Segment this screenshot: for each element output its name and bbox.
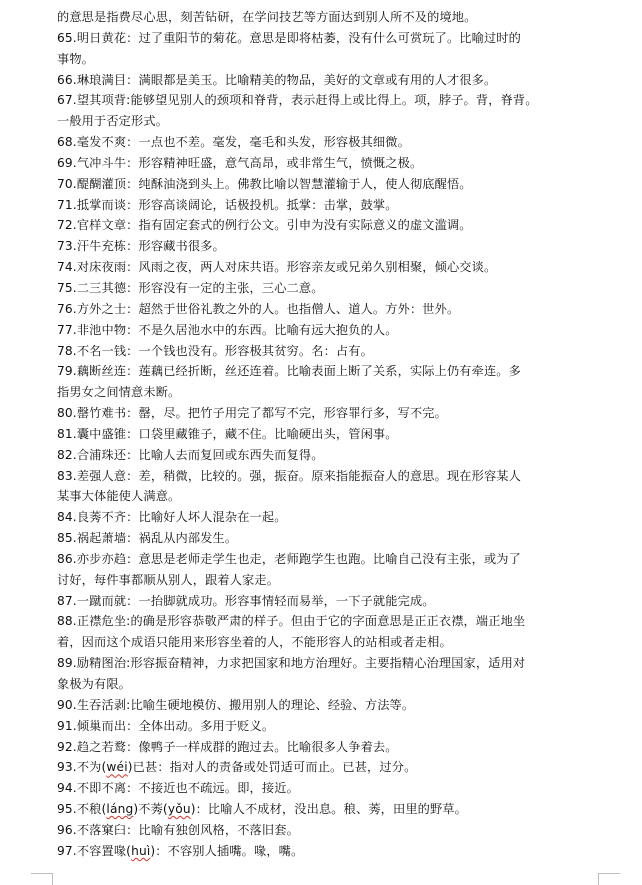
text-line bbox=[57, 757, 627, 778]
text-line: 67.望其项背:能够望见别人的颈项和脊背，表示赶得上或比得上。项，脖子。背，脊背。 bbox=[57, 93, 538, 108]
text-line: 事物。 bbox=[57, 51, 95, 66]
text-line: 89.励精图治:形容振奋精神，力求把国家和地方治理好。主要指精心治理国家，适用对 bbox=[57, 656, 526, 671]
text-line: 84.良莠不齐：比喻好人坏人混杂在一起。 bbox=[57, 510, 287, 525]
text-line: 69.气冲斗牛：形容精神旺盛，意气高昂，或非常生气，愤慨之极。 bbox=[57, 155, 423, 170]
text-line: 91.倾巢而出：全体出动。多用于贬义。 bbox=[57, 718, 275, 733]
text-line bbox=[57, 841, 627, 862]
text-line: 一般用于否定形式。 bbox=[57, 114, 169, 129]
text-line bbox=[57, 799, 627, 820]
text-segment: )：比喻人不成材，没出息。稂、莠，田里的野草。 bbox=[190, 802, 468, 817]
text-segment: 95.不稂( bbox=[57, 802, 107, 817]
page-corner-mark-left bbox=[31, 873, 53, 884]
text-line: 92.趋之若鹜：像鸭子一样成群的跑过去。比喻很多人争着去。 bbox=[57, 739, 398, 754]
page-corner-mark-right-vertical bbox=[598, 873, 599, 885]
text-line: 象极为有限。 bbox=[57, 677, 132, 691]
text-segment: 97.不容置喙( bbox=[57, 843, 132, 858]
text-line: 96.不落窠臼：比喻有独创风格，不落旧套。 bbox=[57, 822, 299, 837]
text-line: 83.差强人意：差，稍微，比较的。强，振奋。原来指能振奋人的意思。现在形容某人 bbox=[57, 468, 521, 483]
pinyin-annotation: wéi bbox=[106, 760, 128, 775]
pinyin-annotation: láng bbox=[106, 802, 134, 817]
text-segment: )已甚：指对人的责备或处罚适可而止。已甚，过分。 bbox=[127, 760, 417, 775]
page-corner-mark-right bbox=[598, 873, 620, 884]
text-line: 指男女之间情意未断。 bbox=[57, 385, 181, 400]
text-segment: )：不容别人插嘴。喙，嘴。 bbox=[150, 843, 304, 858]
text-line: 70.醍醐灌顶：纯酥油浇到头上。佛教比喻以智慧灌输于人，使人彻底醒悟。 bbox=[57, 176, 472, 191]
text-line: 85.祸起萧墙：祸乱从内部发生。 bbox=[57, 531, 238, 546]
text-line: 75.二三其德：形容没有一定的主张，三心二意。 bbox=[57, 280, 324, 295]
text-line: 88.正襟危坐:的确是形容恭敬严肃的样子。但由于它的字面意思是正正衣襟，端正地坐 bbox=[57, 614, 526, 629]
text-line: 着，因而这个成语只能用来形容坐着的人，不能形容人的站相或者走相。 bbox=[57, 635, 452, 650]
text-segment: )不莠( bbox=[133, 802, 168, 817]
text-line: 86.亦步亦趋：意思是老师走学生也走，老师跑学生也跑。比喻自己没有主张，或为了 bbox=[57, 551, 521, 566]
text-line: 的意思是指费尽心思，刻苦钻研，在学问技艺等方面达到别人所不及的境地。 bbox=[57, 10, 477, 24]
text-line: 72.官样文章：指有固定套式的例行公文。引申为没有实际意义的虚文滥调。 bbox=[57, 218, 472, 233]
text-line: 78.不名一钱：一个钱也没有。形容极其贫穷。名：占有。 bbox=[57, 343, 373, 358]
text-line: 65.明日黄花：过了重阳节的菊花。意思是即将枯萎，没有什么可赏玩了。比喻过时的 bbox=[57, 30, 521, 45]
text-line: 讨好，每件事都顺从别人，跟着人家走。 bbox=[57, 572, 280, 587]
text-line: 73.汗牛充栋：形容藏书很多。 bbox=[57, 239, 225, 254]
pinyin-annotation: yǒu bbox=[167, 802, 191, 817]
text-line: 71.抵掌而谈：形容高谈阔论，话极投机。抵掌：击掌，鼓掌。 bbox=[57, 197, 398, 212]
text-segment: 93.不为( bbox=[57, 760, 107, 775]
page-corner-mark-left-vertical bbox=[52, 873, 53, 885]
text-line: 68.毫发不爽：一点也不差。毫发，毫毛和头发，形容极其细微。 bbox=[57, 135, 410, 150]
text-line: 87.一蹴而就：一抬脚就成功。形容事情轻而易举，一下子就能完成。 bbox=[57, 593, 435, 608]
text-line: 76.方外之士：超然于世俗礼教之外的人。也指僧人、道人。方外：世外。 bbox=[57, 301, 460, 316]
document-body bbox=[57, 7, 627, 862]
text-line: 94.不即不离：不接近也不疏远。即，接近。 bbox=[57, 781, 299, 796]
text-line: 66.琳琅满目：满眼都是美玉。比喻精美的物品，美好的文章或有用的人才很多。 bbox=[57, 72, 497, 87]
text-line: 某事大体能使人满意。 bbox=[57, 489, 181, 504]
text-line: 90.生吞活剥:比喻生硬地模仿、搬用别人的理论、经验、方法等。 bbox=[57, 697, 415, 712]
text-line: 74.对床夜雨：风雨之夜，两人对床共语。形容亲友或兄弟久别相聚，倾心交谈。 bbox=[57, 260, 497, 275]
text-line: 81.囊中盛锥：口袋里藏锥子，藏不住。比喻硬出头，管闲事。 bbox=[57, 426, 398, 441]
text-line: 82.合浦珠还：比喻人去而复回或东西失而复得。 bbox=[57, 447, 324, 462]
pinyin-annotation: huì bbox=[131, 843, 151, 858]
text-line: 80.罄竹难书：罄，尽。把竹子用完了都写不完，形容罪行多，写不完。 bbox=[57, 406, 447, 421]
text-line: 77.非池中物：不是久居池水中的东西。比喻有远大抱负的人。 bbox=[57, 322, 398, 337]
text-line: 79.藕断丝连：莲藕已经折断，丝还连着。比喻表面上断了关系，实际上仍有牵连。多 bbox=[57, 364, 521, 379]
